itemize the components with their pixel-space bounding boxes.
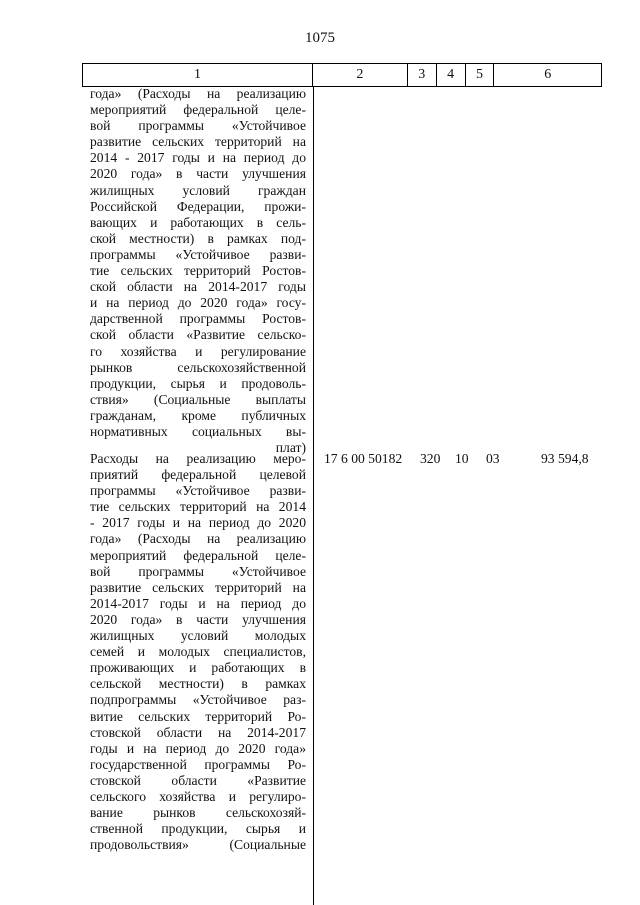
text-line: развитие сельских территорий на bbox=[90, 134, 306, 150]
header-col-5: 5 bbox=[466, 64, 495, 86]
text-line: развитие сельских территорий на bbox=[90, 579, 306, 595]
text-line: 2020 года» в части улучшения bbox=[90, 611, 306, 627]
text-line: 2014-2017 годы и на период до bbox=[90, 595, 306, 611]
text-line: и на период до 2020 года» госу- bbox=[90, 295, 306, 311]
text-line: дарственной программы Ростов- bbox=[90, 311, 306, 327]
text-line: вой программы «Устойчивое bbox=[90, 118, 306, 134]
text-line: ствия» (Социальные выплаты bbox=[90, 391, 306, 407]
text-line: плат) bbox=[275, 440, 306, 456]
text-line: сельского хозяйства и регулиро- bbox=[90, 788, 306, 804]
header-col-3: 3 bbox=[408, 64, 437, 86]
text-line: вающих и работающих в сель- bbox=[90, 214, 306, 230]
text-line: рынков сельскохозяйственной bbox=[90, 359, 306, 375]
row-2-description bbox=[90, 451, 306, 853]
column-divider bbox=[313, 87, 314, 905]
text-line: ственной продукции, сырья и bbox=[90, 821, 306, 837]
text-line: программы «Устойчивое разви- bbox=[90, 483, 306, 499]
text-line: ской области на 2014-2017 годы bbox=[90, 279, 306, 295]
page-number: 1075 bbox=[305, 30, 335, 46]
text-line: жилищных условий граждан bbox=[90, 182, 306, 198]
text-line: проживающих и работающих в bbox=[90, 660, 306, 676]
row-2-subsection: 03 bbox=[486, 451, 500, 466]
text-line: сельской местности) в рамках bbox=[90, 676, 306, 692]
text-line: подпрограммы «Устойчивое раз- bbox=[90, 692, 306, 708]
row-2-amount: 93 594,8 bbox=[541, 451, 589, 466]
text-line: государственной программы Ро- bbox=[90, 756, 306, 772]
text-line: года» (Расходы на реализацию bbox=[90, 86, 306, 101]
text-line: семей и молодых специалистов, bbox=[90, 644, 306, 660]
text-line: го хозяйства и регулирование bbox=[90, 343, 306, 359]
text-line: тие сельских территорий на 2014 bbox=[90, 499, 306, 515]
text-line: Российской Федерации, прожи- bbox=[90, 198, 306, 214]
text-line: жилищных условий молодых bbox=[90, 628, 306, 644]
row-1-description bbox=[90, 86, 306, 456]
text-line: года» (Расходы на реализацию bbox=[90, 531, 306, 547]
text-line: мероприятий федеральной целе- bbox=[90, 547, 306, 563]
text-line: нормативных социальных вы- bbox=[90, 423, 306, 439]
header-col-6: 6 bbox=[544, 67, 552, 82]
text-line: Расходы на реализацию меро- bbox=[90, 451, 306, 466]
text-line: 2020 года» в части улучшения bbox=[90, 166, 306, 182]
row-2-type: 320 bbox=[420, 451, 441, 466]
text-line: стовской области на 2014-2017 bbox=[90, 724, 306, 740]
text-line: мероприятий федеральной целе- bbox=[90, 102, 306, 118]
text-line: программы «Устойчивое разви- bbox=[90, 246, 306, 262]
text-line: - 2017 годы и на период до 2020 bbox=[90, 515, 306, 531]
text-line: тие сельских территорий Ростов- bbox=[90, 263, 306, 279]
header-col-4: 4 bbox=[437, 64, 466, 86]
text-line: стовской области «Развитие bbox=[90, 772, 306, 788]
text-line: продовольствия» (Социальные bbox=[90, 837, 306, 853]
header-col-1: 1 bbox=[83, 64, 313, 86]
text-line: вой программы «Устойчивое bbox=[90, 563, 306, 579]
text-line: годы и на период до 2020 года» bbox=[90, 740, 306, 756]
text-line: продукции, сырья и продоволь- bbox=[90, 375, 306, 391]
header-col-2: 2 bbox=[313, 64, 408, 86]
row-2-code: 17 6 00 50182 bbox=[324, 451, 403, 466]
table-header bbox=[82, 63, 602, 87]
text-line: гражданам, кроме публичных bbox=[90, 407, 306, 423]
text-line: ской области «Развитие сельско- bbox=[90, 327, 306, 343]
text-line: 2014 - 2017 годы и на период до bbox=[90, 150, 306, 166]
row-2-section: 10 bbox=[455, 451, 469, 466]
text-line: вание рынков сельскохозяй- bbox=[90, 805, 306, 821]
text-line: ской местности) в рамках под- bbox=[90, 230, 306, 246]
text-line: витие сельских территорий Ро- bbox=[90, 708, 306, 724]
text-line: приятий федеральной целевой bbox=[90, 467, 306, 483]
